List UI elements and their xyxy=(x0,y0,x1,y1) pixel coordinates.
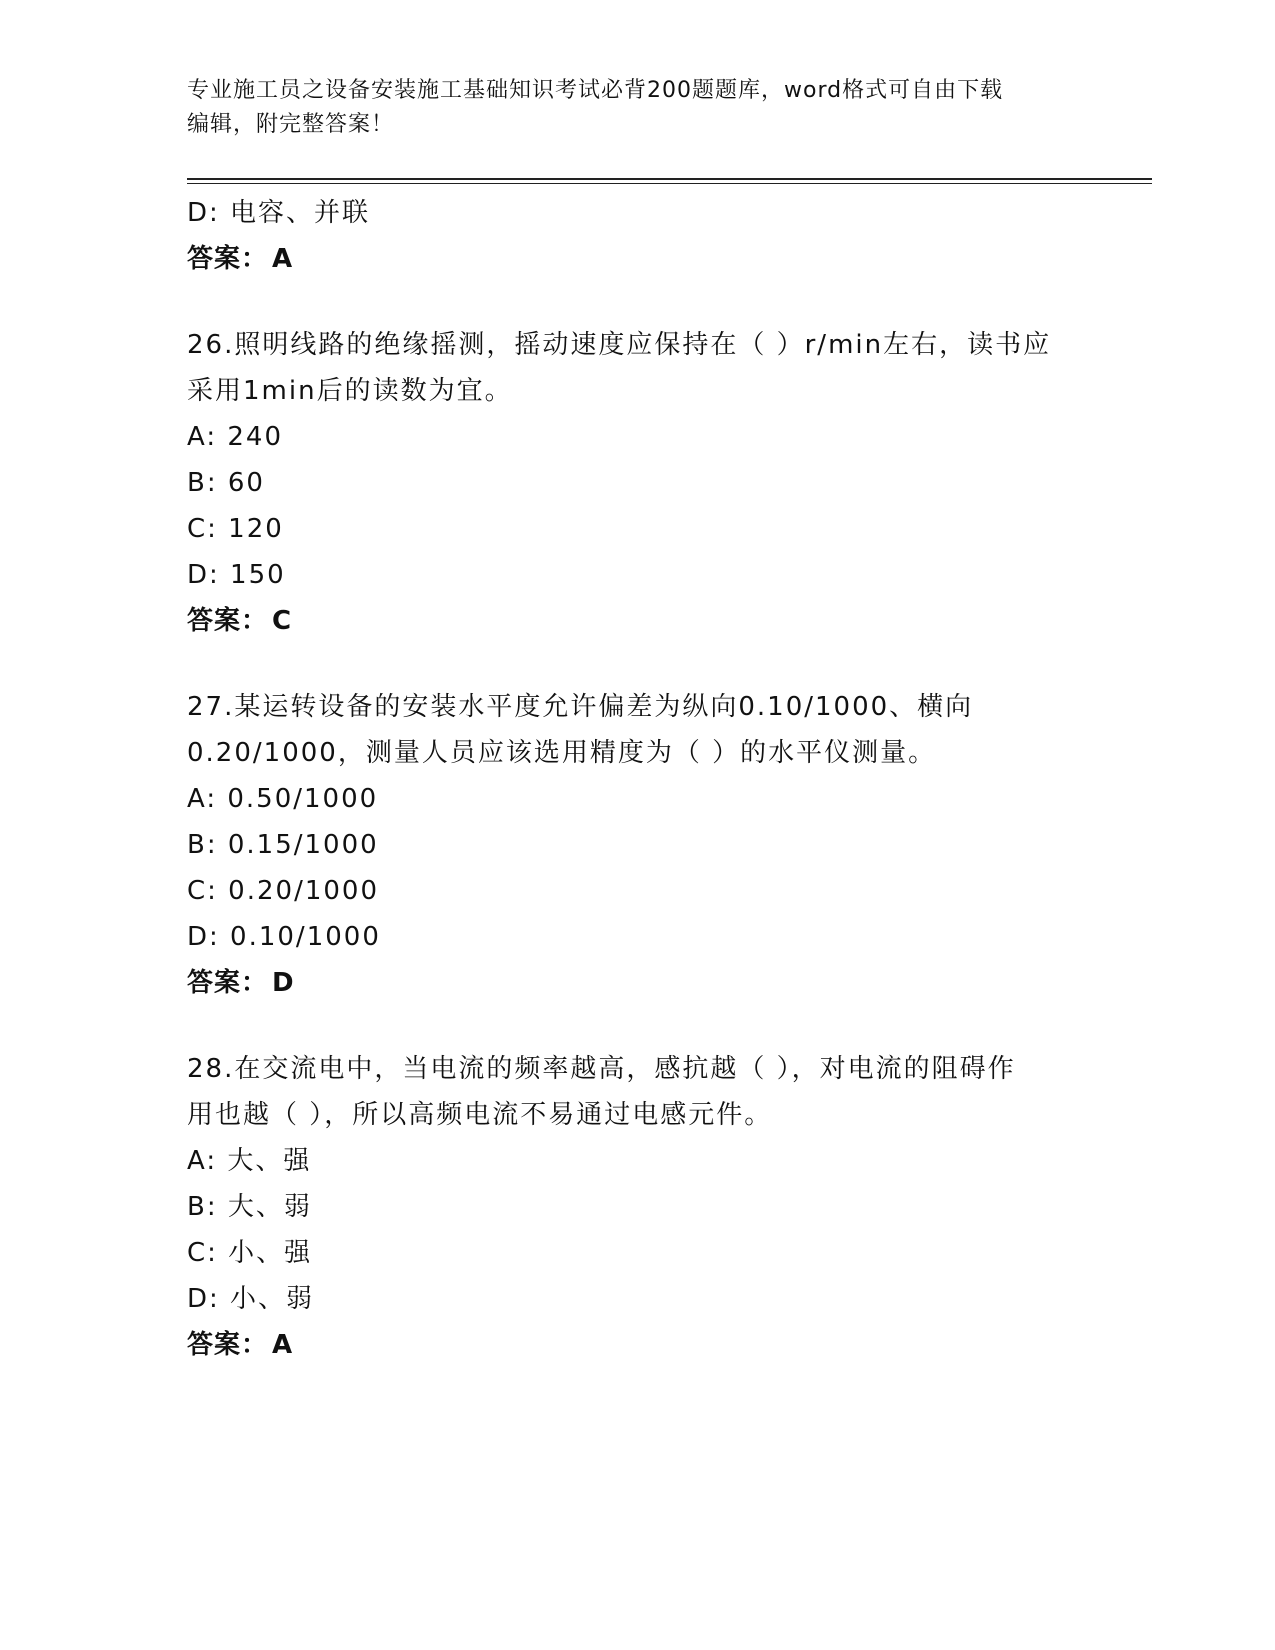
question-text-line1: 28.在交流电中，当电流的频率越高，感抗越（ ），对电流的阻碍作 xyxy=(187,1054,1016,1084)
option-d: D: 小、弱 xyxy=(187,1284,315,1314)
option-a: A: 0.50/1000 xyxy=(187,784,379,814)
answer-label: 答案： xyxy=(187,1330,269,1360)
header-divider-thick xyxy=(187,178,1152,180)
option-c: C: 120 xyxy=(187,514,284,544)
answer-value: D xyxy=(272,968,295,998)
answer-label: 答案： xyxy=(187,606,269,636)
header-divider-thin xyxy=(187,183,1152,184)
option-b: B: 60 xyxy=(187,468,265,498)
option-b: B: 大、弱 xyxy=(187,1192,312,1222)
option-b: B: 0.15/1000 xyxy=(187,830,379,860)
answer-line xyxy=(187,1322,1087,1368)
question-block-26 xyxy=(187,322,1087,644)
question-block-27 xyxy=(187,684,1087,1006)
option-a: A: 大、强 xyxy=(187,1146,312,1176)
question-list xyxy=(187,190,1087,1408)
answer-line xyxy=(187,960,1087,1006)
answer-line xyxy=(187,598,1087,644)
option-d: D: 电容、并联 xyxy=(187,198,371,228)
question-text-line1: 27.某运转设备的安装水平度允许偏差为纵向0.10/1000、横向 xyxy=(187,692,974,722)
option-c: C: 0.20/1000 xyxy=(187,876,379,906)
page-header xyxy=(187,74,1067,142)
question-text-line1: 26.照明线路的绝缘摇测，摇动速度应保持在（ ）r/min左右，读书应 xyxy=(187,330,1052,360)
question-block-28 xyxy=(187,1046,1087,1368)
question-text-line2: 采用1min后的读数为宜。 xyxy=(187,376,513,406)
answer-value: A xyxy=(272,244,294,274)
answer-value: A xyxy=(272,1330,294,1360)
header-title-line1: 专业施工员之设备安装施工基础知识考试必背200题题库，word格式可自由下载 xyxy=(187,78,1004,103)
answer-value: C xyxy=(272,606,293,636)
question-text-line2: 用也越（ ），所以高频电流不易通过电感元件。 xyxy=(187,1100,773,1130)
question-text-line2: 0.20/1000，测量人员应该选用精度为（ ）的水平仪测量。 xyxy=(187,738,937,768)
option-a: A: 240 xyxy=(187,422,283,452)
prev-question-tail xyxy=(187,190,1087,282)
answer-label: 答案： xyxy=(187,968,269,998)
answer-line xyxy=(187,236,1087,282)
answer-label: 答案： xyxy=(187,244,269,274)
option-d: D: 0.10/1000 xyxy=(187,922,381,952)
option-d: D: 150 xyxy=(187,560,286,590)
header-title-line2: 编辑，附完整答案！ xyxy=(187,112,395,137)
option-c: C: 小、强 xyxy=(187,1238,313,1268)
